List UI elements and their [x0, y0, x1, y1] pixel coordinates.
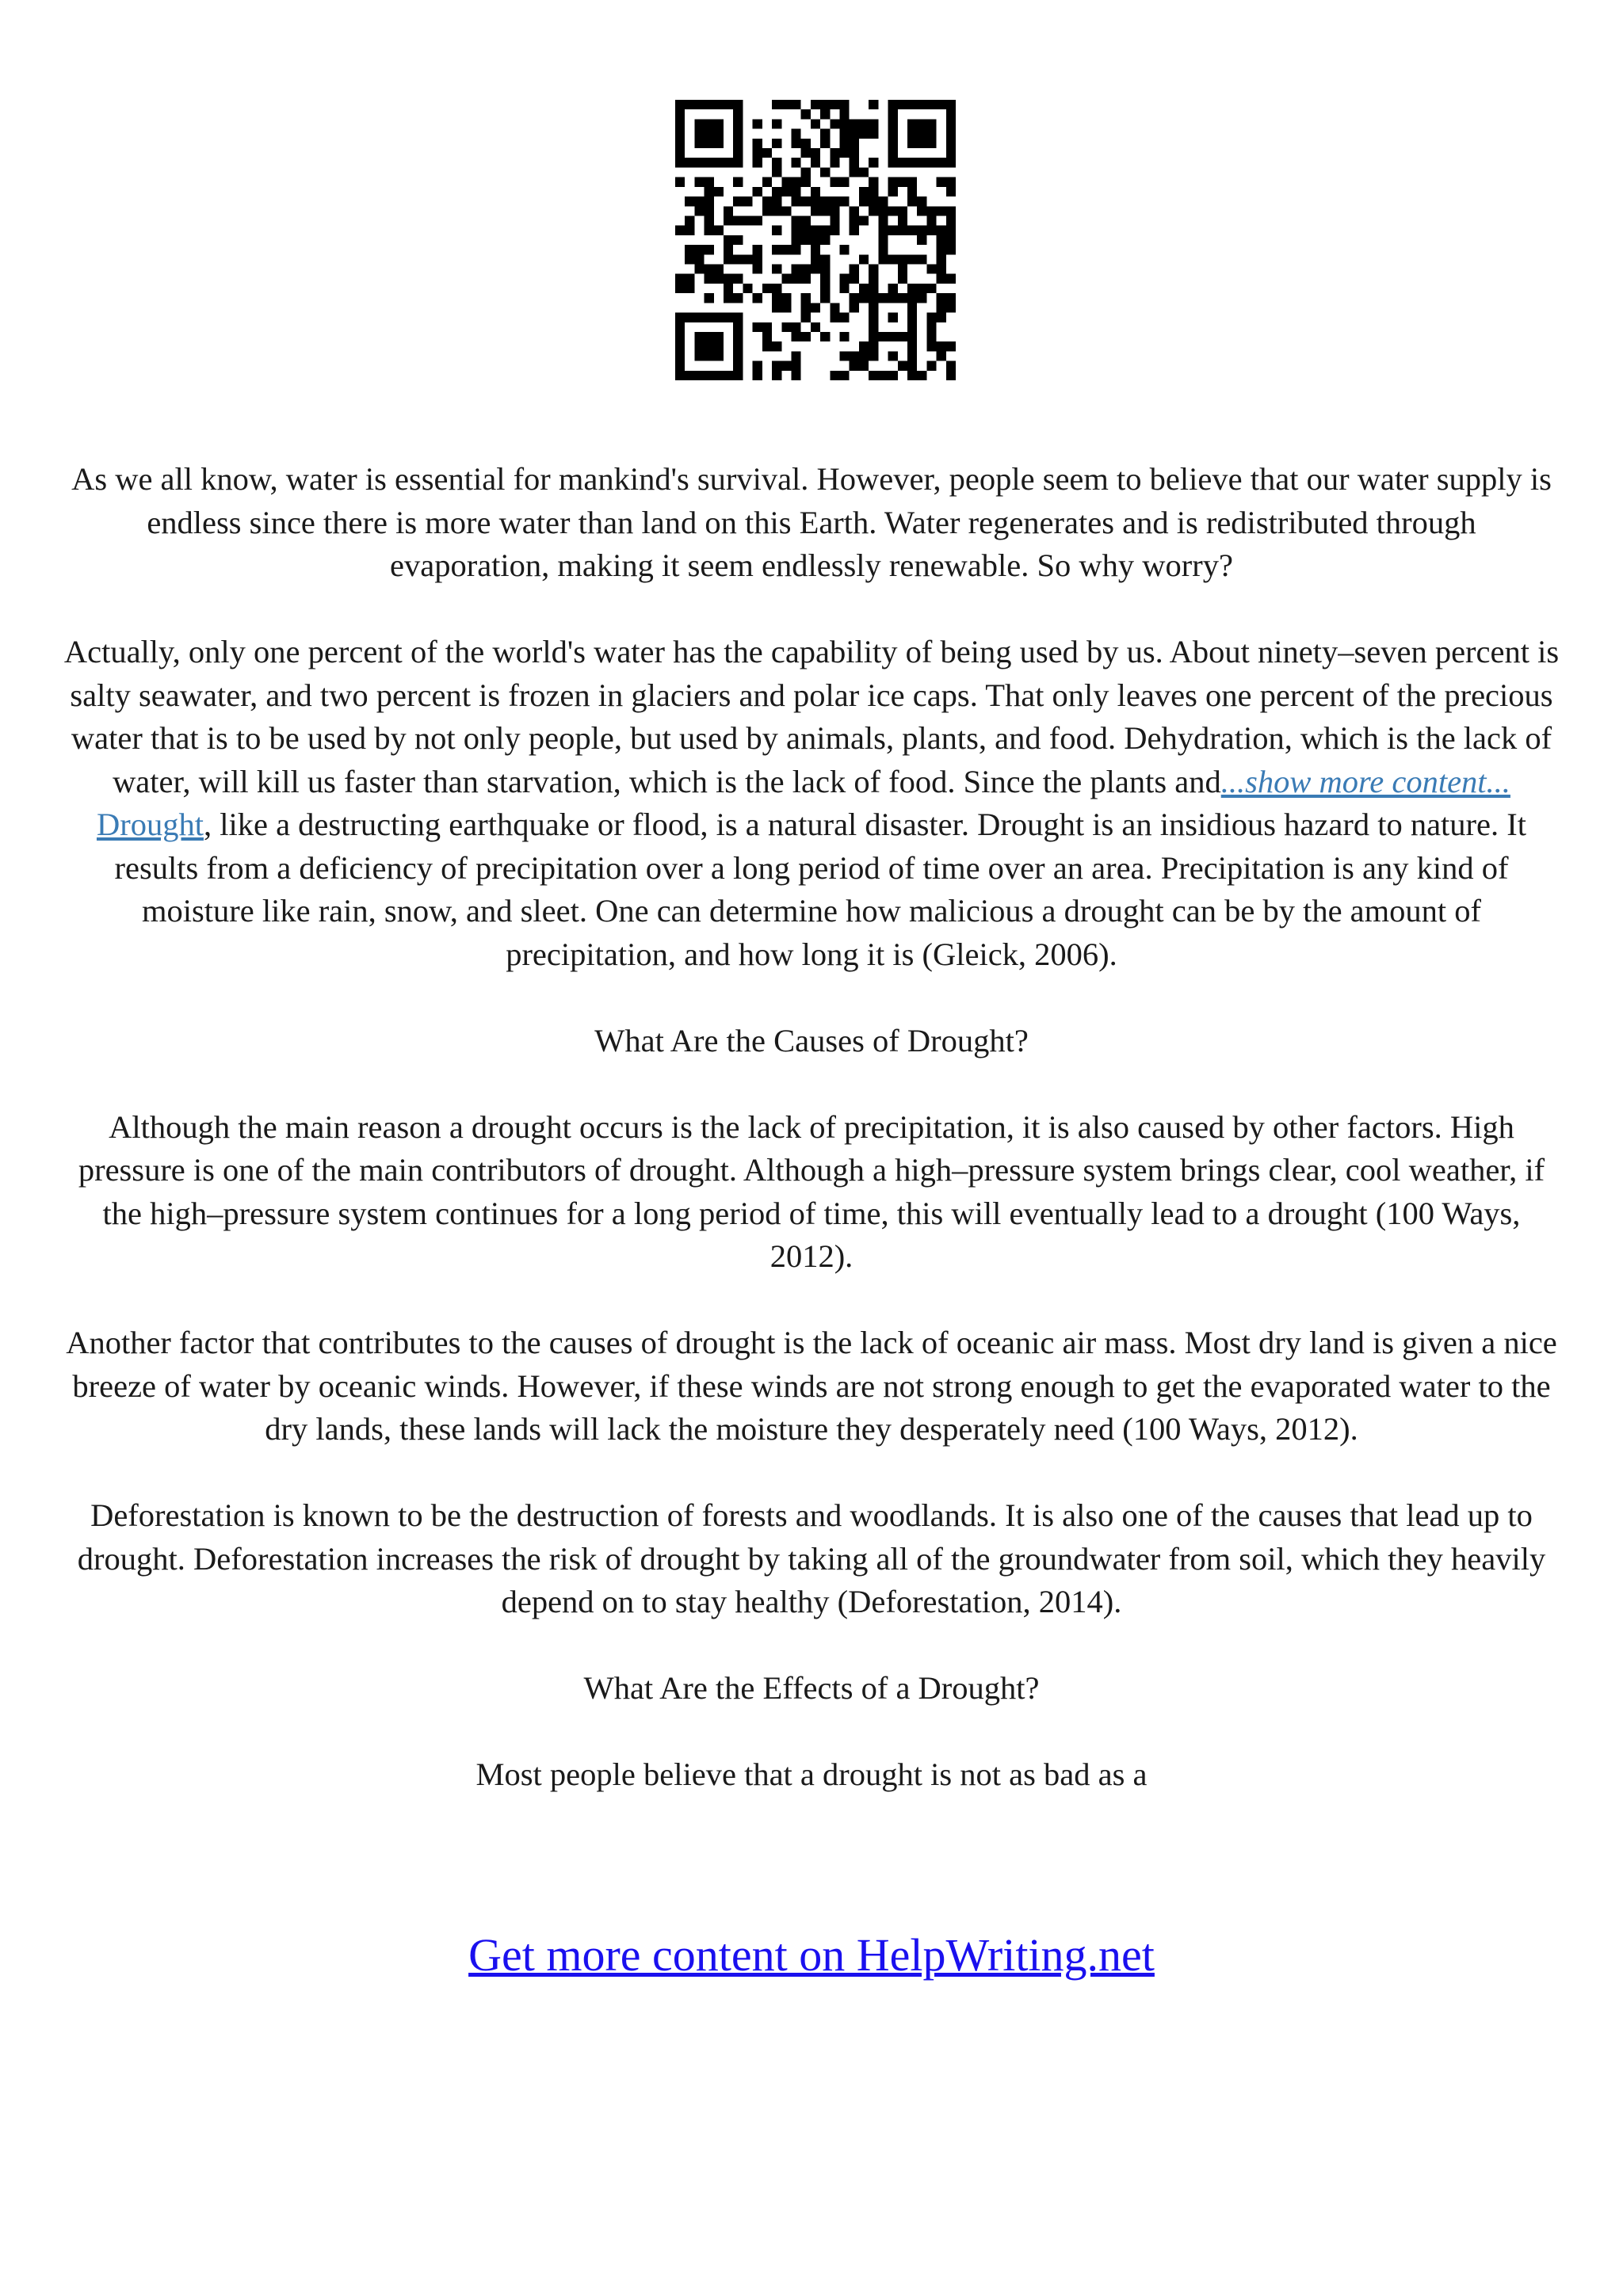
percent-paragraph: [63, 631, 1560, 803]
percent-paragraph-text: Actually, only one percent of the world's water has the capability of being used by us. About ninety–seven percent is salty seawater, and two percent is frozen in glaciers and polar ice caps. That only leaves one percent of the precious water that is to be used by not only people, but used by animals, plants, and food. Dehydration, which is the lack of water, will kill us faster than starvation, which is the lack of food. Since the plants and: [63, 634, 1560, 799]
show-more-link[interactable]: ...show more content...: [1220, 763, 1510, 799]
oceanic-paragraph: Another factor that contributes to the causes of drought is the lack of oceanic air mass. Most dry land is given a nice breeze of water by oceanic winds. However, if these winds are not strong enough to get the evaporated water to the dry lands, these lands will lack the moisture they desperately need (100 Ways, 2012).: [66, 1325, 1557, 1447]
article-body: [63, 458, 1560, 1797]
cta-banner: [0, 1928, 1623, 1983]
qr-code-icon: [675, 100, 956, 380]
drought-link[interactable]: Drought: [96, 807, 204, 842]
pressure-paragraph: Although the main reason a drought occurs is the lack of precipitation, it is also caused by other factors. High pressure is one of the main contributors of drought. Although a high–pressure system brings clear, cool weather, if the high–pressure system continues for a long period of time, this will eventually lead to a drought (100 Ways, 2012).: [78, 1108, 1545, 1274]
effects-paragraph: Most people believe that a drought is not as bad as a: [475, 1756, 1148, 1792]
drought-paragraph-text: , like a destructing earthquake or flood, is a natural disaster. Drought is an insidious hazard to nature. It results from a deficiency of precipitation over a long period of time over an area. Precipitation is any kind of moisture like rain, snow, and sleet. One can determine how malicious a drought can be by the amount of precipitation, and how long it is (Gleick, 2006).: [114, 807, 1527, 972]
intro-paragraph: As we all know, water is essential for mankind's survival. However, people seem to believe that our water supply is endless since there is more water than land on this Earth. Water regenerates and is redistributed through evaporation, making it seem endlessly renewable. So why worry?: [71, 461, 1552, 583]
effects-heading: What Are the Effects of a Drought?: [583, 1670, 1040, 1706]
get-more-content-link[interactable]: Get more content on HelpWriting.net: [468, 1929, 1155, 1981]
deforestation-paragraph: Deforestation is known to be the destruction of forests and woodlands. It is also one of the causes that lead up to drought. Deforestation increases the risk of drought by taking all of the groundwater from soil, which they heavily depend on to stay healthy (Deforestation, 2014).: [77, 1497, 1546, 1619]
causes-heading: What Are the Causes of Drought?: [594, 1022, 1029, 1058]
drought-paragraph: [63, 803, 1560, 976]
